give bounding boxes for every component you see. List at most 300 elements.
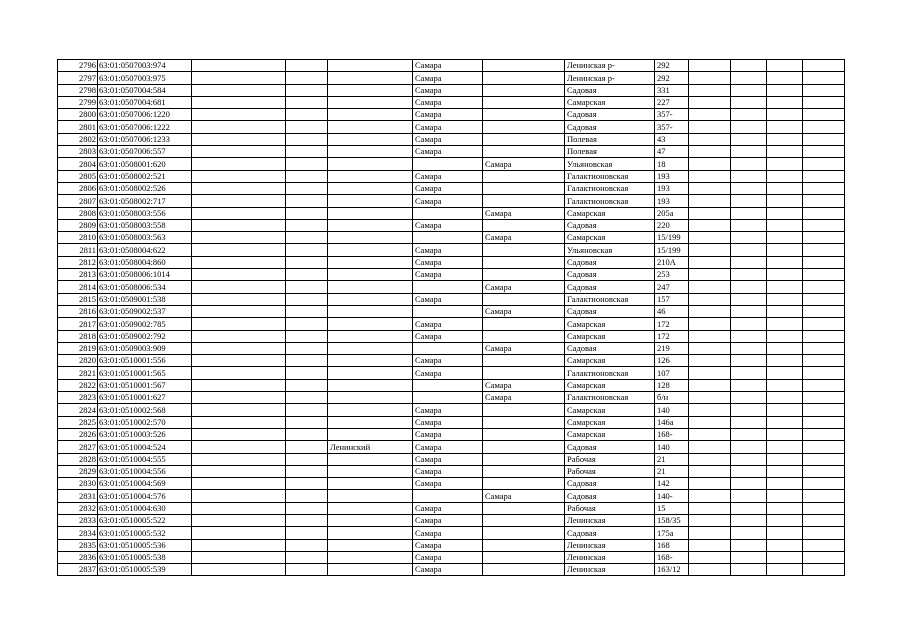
address-cell [286,404,328,416]
extra-cell [731,146,767,158]
row-number: 2828 [58,453,98,465]
table-row [58,416,845,428]
extra-cell [731,441,767,453]
city-cell: Самара [413,318,483,330]
settlement-cell [483,502,565,514]
address-cell [286,478,328,490]
address-cell [286,121,328,133]
extra-cell [731,305,767,317]
row-number: 2817 [58,318,98,330]
settlement-cell: Самара [483,281,565,293]
city-cell: Самара [413,453,483,465]
extra-cell [689,478,731,490]
address-cell [192,355,286,367]
extra-cell [731,564,767,576]
row-number: 2801 [58,121,98,133]
address-cell [192,428,286,440]
address-cell [192,342,286,354]
house-cell: 292 [655,72,689,84]
street-cell: Ленинская [565,551,655,563]
district-cell [328,146,413,158]
extra-cell [689,416,731,428]
extra-cell [689,465,731,477]
house-cell: 140 [655,404,689,416]
address-cell [286,293,328,305]
extra-cell [767,84,803,96]
table-row [58,404,845,416]
address-cell [286,170,328,182]
extra-cell [803,293,845,305]
street-cell: Садовая [565,219,655,231]
table-row [58,96,845,108]
street-cell: Садовая [565,281,655,293]
house-cell: 193 [655,170,689,182]
settlement-cell: Самара [483,232,565,244]
extra-cell [803,133,845,145]
row-number: 2827 [58,441,98,453]
street-cell: Садовая [565,256,655,268]
settlement-cell [483,539,565,551]
address-cell [192,158,286,170]
extra-cell [689,305,731,317]
address-cell [192,453,286,465]
address-cell [192,72,286,84]
district-cell [328,404,413,416]
row-number: 2799 [58,96,98,108]
extra-cell [731,158,767,170]
street-cell: Садовая [565,109,655,121]
table-row [58,170,845,182]
address-cell [286,441,328,453]
extra-cell [731,379,767,391]
table-row [58,256,845,268]
cadastral-number: 63:01:0510004:630 [98,502,192,514]
table-row [58,465,845,477]
cadastral-number: 63:01:0508003:556 [98,207,192,219]
district-cell [328,490,413,502]
district-cell [328,121,413,133]
district-cell [328,182,413,194]
street-cell: Садовая [565,269,655,281]
cadastral-number: 63:01:0510005:532 [98,527,192,539]
house-cell: 142 [655,478,689,490]
house-cell: 18 [655,158,689,170]
settlement-cell [483,330,565,342]
extra-cell [731,478,767,490]
house-cell: 47 [655,146,689,158]
row-number: 2812 [58,256,98,268]
row-number: 2816 [58,305,98,317]
extra-cell [731,133,767,145]
cadastral-number: 63:01:0508002:526 [98,182,192,194]
extra-cell [767,367,803,379]
address-cell [192,232,286,244]
address-cell [192,441,286,453]
street-cell: Полевая [565,133,655,145]
street-cell: Галактионовская [565,170,655,182]
cadastral-number: 63:01:0507003:975 [98,72,192,84]
city-cell [413,232,483,244]
extra-cell [689,182,731,194]
extra-cell [767,428,803,440]
city-cell: Самара [413,404,483,416]
row-number: 2829 [58,465,98,477]
settlement-cell [483,109,565,121]
row-number: 2807 [58,195,98,207]
row-number: 2814 [58,281,98,293]
city-cell: Самара [413,441,483,453]
address-cell [286,428,328,440]
row-number: 2821 [58,367,98,379]
cadastral-number: 63:01:0507006:557 [98,146,192,158]
settlement-cell [483,318,565,330]
house-cell: 172 [655,330,689,342]
address-cell [286,269,328,281]
address-cell [286,305,328,317]
table-row [58,318,845,330]
street-cell: Самарская [565,379,655,391]
extra-cell [803,232,845,244]
extra-cell [803,318,845,330]
extra-cell [689,527,731,539]
settlement-cell [483,404,565,416]
extra-cell [803,490,845,502]
table-row [58,478,845,490]
district-cell: Ленинский [328,441,413,453]
extra-cell [767,490,803,502]
district-cell [328,355,413,367]
cadastral-number: 63:01:0510004:556 [98,465,192,477]
extra-cell [767,305,803,317]
street-cell: Галактионовская [565,367,655,379]
extra-cell [689,551,731,563]
extra-cell [689,514,731,526]
table-row [58,182,845,194]
address-cell [192,256,286,268]
house-cell: 247 [655,281,689,293]
settlement-cell: Самара [483,158,565,170]
cadastral-number: 63:01:0509002:792 [98,330,192,342]
settlement-cell [483,170,565,182]
extra-cell [689,219,731,231]
cadastral-number: 63:01:0510005:522 [98,514,192,526]
city-cell: Самара [413,367,483,379]
extra-cell [767,269,803,281]
extra-cell [767,281,803,293]
address-cell [192,379,286,391]
address-cell [192,281,286,293]
extra-cell [803,72,845,84]
extra-cell [689,564,731,576]
table-row [58,355,845,367]
city-cell: Самара [413,121,483,133]
street-cell: Ленинская [565,514,655,526]
extra-cell [803,109,845,121]
district-cell [328,72,413,84]
city-cell: Самара [413,244,483,256]
table-row [58,502,845,514]
address-cell [286,60,328,72]
address-cell [192,330,286,342]
address-cell [286,379,328,391]
table-row [58,281,845,293]
table-row [58,109,845,121]
cadastral-number: 63:01:0510004:576 [98,490,192,502]
extra-cell [803,207,845,219]
extra-cell [803,330,845,342]
extra-cell [731,539,767,551]
district-cell [328,60,413,72]
district-cell [328,564,413,576]
cadastral-number: 63:01:0507004:584 [98,84,192,96]
cadastral-number: 63:01:0507003:974 [98,60,192,72]
cadastral-number: 63:01:0510005:536 [98,539,192,551]
city-cell: Самара [413,84,483,96]
extra-cell [689,502,731,514]
street-cell: Ленинская р- [565,60,655,72]
extra-cell [731,60,767,72]
house-cell: 168 [655,539,689,551]
table-row [58,232,845,244]
extra-cell [767,195,803,207]
city-cell [413,281,483,293]
row-number: 2836 [58,551,98,563]
address-cell [286,318,328,330]
extra-cell [803,244,845,256]
extra-cell [689,207,731,219]
house-cell: 168- [655,428,689,440]
house-cell: 357- [655,121,689,133]
cadastral-number: 63:01:0510005:539 [98,564,192,576]
cadastral-number: 63:01:0510001:565 [98,367,192,379]
extra-cell [689,96,731,108]
city-cell: Самара [413,330,483,342]
extra-cell [689,392,731,404]
settlement-cell [483,514,565,526]
extra-cell [803,281,845,293]
row-number: 2826 [58,428,98,440]
cadastral-number: 63:01:0508004:860 [98,256,192,268]
district-cell [328,416,413,428]
extra-cell [731,355,767,367]
city-cell: Самара [413,182,483,194]
house-cell: 15 [655,502,689,514]
extra-cell [731,404,767,416]
street-cell: Садовая [565,121,655,133]
city-cell: Самара [413,502,483,514]
extra-cell [803,367,845,379]
extra-cell [689,60,731,72]
extra-cell [689,269,731,281]
extra-cell [731,207,767,219]
street-cell: Галактионовская [565,293,655,305]
registry-table [57,59,845,576]
cadastral-number: 63:01:0508003:558 [98,219,192,231]
address-cell [192,367,286,379]
city-cell: Самара [413,146,483,158]
city-cell: Самара [413,465,483,477]
extra-cell [803,478,845,490]
city-cell: Самара [413,109,483,121]
settlement-cell [483,478,565,490]
extra-cell [689,318,731,330]
district-cell [328,96,413,108]
address-cell [192,133,286,145]
address-cell [286,355,328,367]
address-cell [286,490,328,502]
settlement-cell: Самара [483,490,565,502]
settlement-cell [483,465,565,477]
extra-cell [803,539,845,551]
row-number: 2798 [58,84,98,96]
city-cell: Самара [413,551,483,563]
address-cell [286,182,328,194]
district-cell [328,244,413,256]
extra-cell [731,182,767,194]
district-cell [328,219,413,231]
extra-cell [731,318,767,330]
table-row [58,60,845,72]
table-row [58,342,845,354]
table-row [58,564,845,576]
settlement-cell [483,84,565,96]
district-cell [328,551,413,563]
cadastral-number: 63:01:0510001:567 [98,379,192,391]
address-cell [192,392,286,404]
row-number: 2830 [58,478,98,490]
city-cell: Самара [413,478,483,490]
extra-cell [767,244,803,256]
house-cell: 146а [655,416,689,428]
extra-cell [731,527,767,539]
extra-cell [767,182,803,194]
extra-cell [767,232,803,244]
address-cell [192,564,286,576]
address-cell [286,219,328,231]
cadastral-number: 63:01:0510004:569 [98,478,192,490]
settlement-cell [483,441,565,453]
house-cell: 15/199 [655,232,689,244]
cadastral-number: 63:01:0508003:563 [98,232,192,244]
district-cell [328,453,413,465]
extra-cell [803,502,845,514]
table-row [58,146,845,158]
extra-cell [689,453,731,465]
extra-cell [689,232,731,244]
extra-cell [803,453,845,465]
row-number: 2833 [58,514,98,526]
table-row [58,293,845,305]
extra-cell [689,330,731,342]
house-cell: 253 [655,269,689,281]
address-cell [286,207,328,219]
row-number: 2811 [58,244,98,256]
address-cell [286,392,328,404]
row-number: 2802 [58,133,98,145]
house-cell: 163/12 [655,564,689,576]
settlement-cell [483,256,565,268]
settlement-cell [483,527,565,539]
extra-cell [689,379,731,391]
district-cell [328,84,413,96]
cadastral-number: 63:01:0507006:1222 [98,121,192,133]
table-row [58,330,845,342]
street-cell: Полевая [565,146,655,158]
address-cell [192,478,286,490]
street-cell: Рабочая [565,502,655,514]
extra-cell [767,441,803,453]
address-cell [192,244,286,256]
house-cell: 193 [655,195,689,207]
cadastral-number: 63:01:0508006:1014 [98,269,192,281]
extra-cell [731,72,767,84]
settlement-cell [483,428,565,440]
district-cell [328,109,413,121]
street-cell: Самарская [565,232,655,244]
address-cell [286,551,328,563]
extra-cell [731,342,767,354]
extra-cell [731,256,767,268]
row-number: 2797 [58,72,98,84]
house-cell: 172 [655,318,689,330]
table-row [58,195,845,207]
extra-cell [803,355,845,367]
extra-cell [767,539,803,551]
extra-cell [803,514,845,526]
street-cell: Самарская [565,416,655,428]
extra-cell [803,551,845,563]
address-cell [286,146,328,158]
street-cell: Галактионовская [565,392,655,404]
address-cell [192,269,286,281]
address-cell [192,490,286,502]
address-cell [286,96,328,108]
extra-cell [803,195,845,207]
address-cell [286,195,328,207]
address-cell [192,182,286,194]
table-row [58,84,845,96]
settlement-cell [483,121,565,133]
district-cell [328,342,413,354]
row-number: 2832 [58,502,98,514]
row-number: 2803 [58,146,98,158]
cadastral-number: 63:01:0509002:785 [98,318,192,330]
street-cell: Ленинская [565,539,655,551]
house-cell: 158/35 [655,514,689,526]
house-cell: 193 [655,182,689,194]
street-cell: Ленинская р- [565,72,655,84]
house-cell: 140 [655,441,689,453]
row-number: 2818 [58,330,98,342]
address-cell [286,281,328,293]
cadastral-number: 63:01:0508002:521 [98,170,192,182]
extra-cell [767,60,803,72]
street-cell: Садовая [565,478,655,490]
house-cell: 126 [655,355,689,367]
extra-cell [803,158,845,170]
settlement-cell: Самара [483,379,565,391]
row-number: 2822 [58,379,98,391]
address-cell [286,416,328,428]
extra-cell [767,416,803,428]
city-cell: Самара [413,256,483,268]
extra-cell [689,195,731,207]
address-cell [192,96,286,108]
extra-cell [731,281,767,293]
extra-cell [767,207,803,219]
address-cell [286,84,328,96]
city-cell [413,379,483,391]
